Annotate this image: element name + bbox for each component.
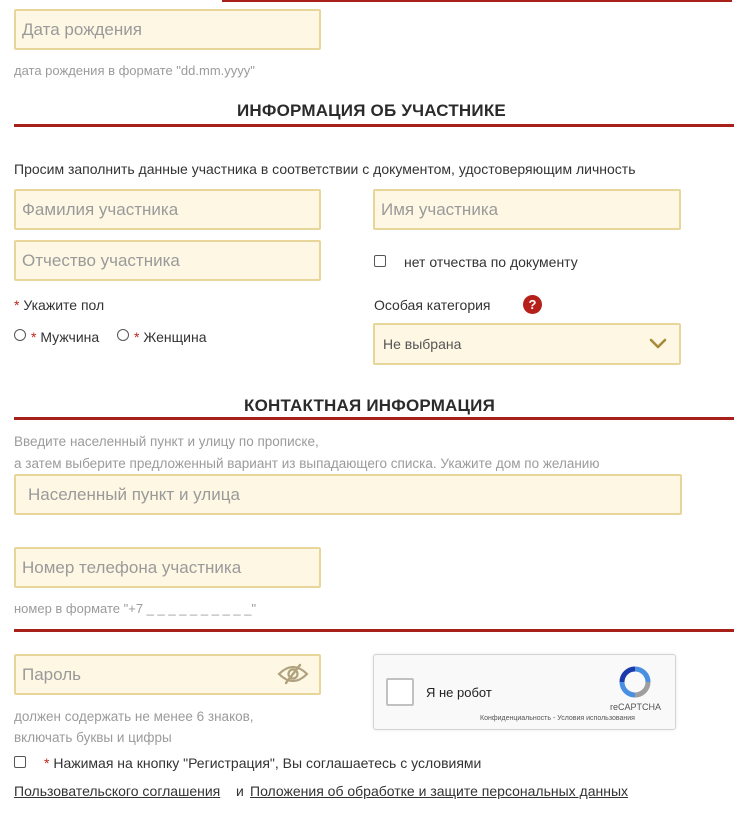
password-field-wrapper	[14, 654, 321, 695]
participant-instruction: Просим заполнить данные участника в соответствии с документом, удостоверяющим личность	[14, 161, 636, 177]
contact-heading: КОНТАКТНАЯ ИНФОРМАЦИЯ	[244, 396, 495, 415]
category-selected-value: Не выбрана	[383, 336, 462, 352]
address-input[interactable]	[14, 474, 682, 515]
phone-input[interactable]	[14, 547, 321, 588]
recaptcha-privacy-link[interactable]: Конфиденциальность	[480, 715, 552, 722]
female-label: Женщина	[143, 329, 207, 345]
participant-heading: ИНФОРМАЦИЯ ОБ УЧАСТНИКЕ	[237, 101, 506, 120]
password-divider	[14, 629, 734, 632]
top-accent-line	[222, 0, 732, 2]
recaptcha-terms-link[interactable]: Условия использования	[557, 715, 635, 722]
agreement-conjunction: и	[236, 783, 244, 799]
help-icon[interactable]	[523, 295, 542, 314]
gender-female-radio[interactable]	[117, 329, 129, 341]
address-hint-line1: Введите населенный пункт и улицу по прописке,	[14, 434, 319, 449]
agreement-text-row	[44, 755, 481, 771]
required-mark: *	[44, 755, 50, 771]
participant-divider	[14, 124, 734, 127]
user-agreement-link[interactable]: Пользовательского соглашения	[14, 783, 221, 799]
recaptcha-footer	[480, 715, 635, 722]
gender-female-label	[134, 329, 206, 345]
required-mark: *	[134, 329, 140, 345]
gender-label: Укажите пол	[23, 297, 105, 313]
contact-divider	[14, 417, 734, 420]
recaptcha-logo-icon	[619, 666, 651, 698]
agreement-checkbox[interactable]	[14, 756, 26, 768]
gender-label-row	[14, 297, 104, 313]
birth-date-input[interactable]	[14, 9, 321, 50]
required-mark: *	[14, 297, 20, 313]
male-label: Мужчина	[40, 329, 100, 345]
agreement-text: Нажимая на кнопку "Регистрация", Вы соглашаетесь с условиями	[53, 755, 482, 771]
password-hint-line1: должен содержать не менее 6 знаков,	[14, 709, 254, 724]
password-hint-line2: включать буквы и цифры	[14, 730, 172, 745]
first-name-input[interactable]	[373, 189, 681, 230]
eye-hidden-icon[interactable]	[277, 663, 309, 685]
address-hint-line2: а затем выберите предложенный вариант из выпадающего списка. Укажите дом по желанию	[14, 456, 600, 471]
recaptcha-label: Я не робот	[426, 685, 492, 700]
surname-input[interactable]	[14, 189, 321, 230]
password-input[interactable]	[14, 654, 321, 695]
gender-male-label	[31, 329, 99, 345]
category-select[interactable]	[373, 323, 681, 365]
patronymic-input[interactable]	[14, 240, 321, 281]
recaptcha-brand: reCAPTCHA	[610, 702, 662, 712]
recaptcha-checkbox[interactable]	[386, 678, 414, 706]
phone-hint: номер в формате "+7 _ _ _ _ _ _ _ _ _ _"	[14, 601, 257, 616]
no-patronymic-checkbox[interactable]	[374, 255, 386, 267]
required-mark: *	[31, 329, 37, 345]
no-patronymic-label: нет отчества по документу	[404, 254, 578, 270]
birth-date-hint: дата рождения в формате "dd.mm.yyyy"	[14, 63, 255, 78]
gender-male-radio[interactable]	[14, 329, 26, 341]
recaptcha-separator: -	[551, 715, 558, 722]
privacy-policy-link[interactable]: Положения об обработке и защите персональных данных	[250, 783, 629, 799]
chevron-down-icon	[649, 338, 667, 350]
recaptcha-widget	[373, 654, 676, 730]
help-icon-glyph: ?	[528, 297, 537, 312]
category-label: Особая категория	[374, 297, 491, 313]
